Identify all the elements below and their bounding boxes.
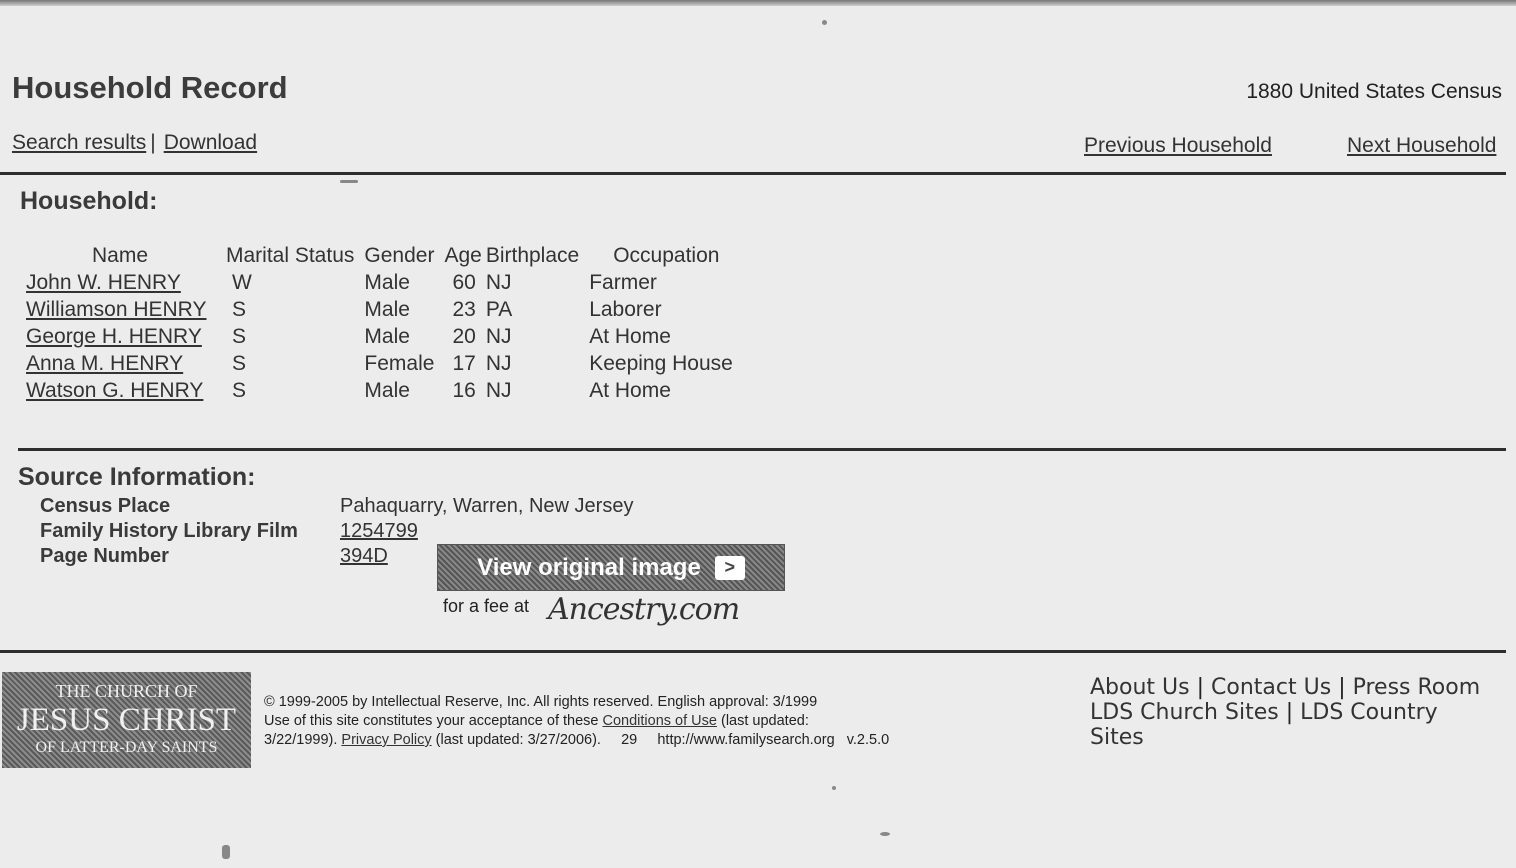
page-number-link[interactable]: 394D bbox=[340, 545, 388, 567]
member-age: 20 bbox=[452, 325, 476, 348]
record-nav bbox=[12, 131, 257, 155]
col-marital-status: Marital Status bbox=[226, 244, 355, 267]
film-label: Family History Library Film bbox=[40, 520, 298, 542]
press-room-link[interactable]: Press Room bbox=[1352, 675, 1481, 700]
table-row bbox=[22, 324, 739, 351]
household-heading: Household: bbox=[20, 187, 158, 215]
member-occupation: Keeping House bbox=[589, 352, 733, 375]
member-gender: Male bbox=[364, 379, 410, 402]
member-name-link[interactable]: Williamson HENRY bbox=[26, 298, 207, 321]
member-occupation: Farmer bbox=[589, 271, 657, 294]
member-birthplace: NJ bbox=[485, 379, 512, 402]
logo-line-3: OF LATTER-DAY SAINTS bbox=[35, 739, 218, 756]
census-place-label: Census Place bbox=[40, 495, 171, 517]
copyright-line-2b: (last updated: bbox=[716, 713, 809, 729]
view-original-image-label: View original image bbox=[477, 553, 701, 581]
ancestry-logo[interactable]: Ancestry.com bbox=[548, 592, 740, 627]
household-divider bbox=[18, 448, 1506, 451]
copyright-line-3b: (last updated: 3/27/2006). 29 http://www.familysearch.org v.2.5.0 bbox=[431, 732, 890, 748]
member-birthplace: PA bbox=[485, 298, 513, 321]
member-age: 23 bbox=[452, 298, 476, 321]
top-border bbox=[0, 0, 1516, 6]
next-household-link[interactable]: Next Household bbox=[1347, 134, 1497, 157]
member-gender: Female bbox=[364, 352, 435, 375]
member-name-link[interactable]: Watson G. HENRY bbox=[26, 379, 204, 402]
page-number-label: Page Number bbox=[40, 545, 169, 567]
fee-text: for a fee at bbox=[443, 596, 530, 616]
scan-speck bbox=[822, 20, 827, 25]
lds-church-sites-link[interactable]: LDS Church Sites bbox=[1090, 700, 1279, 725]
copyright-line-2a: Use of this site constitutes your acceptance of these bbox=[264, 713, 603, 729]
member-occupation: At Home bbox=[589, 379, 671, 402]
footer-sep: | bbox=[1196, 675, 1205, 700]
member-birthplace: NJ bbox=[485, 271, 512, 294]
copyright-line-1: © 1999-2005 by Intellectual Reserve, Inc. All rights reserved. English approval: 3/1999 bbox=[264, 694, 818, 710]
footer-sep: | bbox=[1338, 675, 1346, 700]
scan-speck bbox=[832, 786, 836, 790]
member-gender: Male bbox=[364, 271, 410, 294]
member-birthplace: NJ bbox=[485, 352, 512, 375]
nav-separator: | bbox=[150, 131, 156, 154]
col-birthplace: Birthplace bbox=[485, 244, 580, 267]
member-occupation: At Home bbox=[589, 325, 671, 348]
source-heading: Source Information: bbox=[18, 463, 256, 491]
privacy-policy-link[interactable]: Privacy Policy bbox=[341, 732, 432, 748]
search-results-link[interactable]: Search results bbox=[12, 131, 147, 154]
copyright-notice bbox=[264, 693, 1024, 750]
scan-speck bbox=[340, 180, 358, 183]
table-row bbox=[22, 270, 739, 297]
header-divider bbox=[0, 172, 1506, 175]
col-name: Name bbox=[92, 244, 149, 267]
film-number-link[interactable]: 1254799 bbox=[340, 520, 418, 542]
member-age: 60 bbox=[452, 271, 476, 294]
previous-household-link[interactable]: Previous Household bbox=[1084, 134, 1272, 157]
view-original-image-button[interactable] bbox=[437, 544, 785, 591]
col-gender: Gender bbox=[364, 244, 435, 267]
lds-country-sites-link[interactable]: LDS Country Sites bbox=[1090, 700, 1438, 750]
member-birthplace: NJ bbox=[485, 325, 512, 348]
member-marital: S bbox=[232, 352, 247, 375]
lds-church-logo[interactable] bbox=[2, 672, 251, 768]
copyright-line-3a: 3/22/1999). bbox=[264, 732, 342, 748]
household-table-header bbox=[22, 244, 739, 270]
scan-speck bbox=[880, 832, 890, 836]
member-occupation: Laborer bbox=[589, 298, 662, 321]
census-label: 1880 United States Census bbox=[1246, 80, 1502, 103]
next-household-link-wrap bbox=[1347, 134, 1496, 158]
member-age: 16 bbox=[452, 379, 476, 402]
household-table bbox=[22, 244, 739, 405]
member-name-link[interactable]: Anna M. HENRY bbox=[26, 352, 184, 375]
census-place-value: Pahaquarry, Warren, New Jersey bbox=[340, 495, 634, 517]
member-age: 17 bbox=[452, 352, 476, 375]
col-age: Age bbox=[444, 244, 482, 267]
conditions-of-use-link[interactable]: Conditions of Use bbox=[602, 713, 717, 729]
footer-sep: | bbox=[1285, 700, 1294, 725]
member-gender: Male bbox=[364, 298, 410, 321]
contact-us-link[interactable]: Contact Us bbox=[1211, 675, 1332, 700]
logo-line-2: JESUS CHRIST bbox=[16, 702, 237, 738]
table-row bbox=[22, 351, 739, 378]
scan-speck bbox=[222, 845, 230, 859]
member-marital: W bbox=[232, 271, 252, 294]
logo-line-1: THE CHURCH OF bbox=[55, 681, 198, 701]
member-name-link[interactable]: John W. HENRY bbox=[26, 271, 181, 294]
previous-household-link-wrap bbox=[1084, 134, 1272, 158]
about-us-link[interactable]: About Us bbox=[1090, 675, 1190, 700]
footer-divider bbox=[0, 650, 1506, 653]
col-occupation: Occupation bbox=[613, 244, 720, 267]
page-title: Household Record bbox=[12, 70, 288, 105]
member-marital: S bbox=[232, 325, 247, 348]
member-name-link[interactable]: George H. HENRY bbox=[26, 325, 202, 348]
arrow-right-icon: > bbox=[715, 556, 745, 580]
member-marital: S bbox=[232, 298, 247, 321]
footer-links bbox=[1090, 675, 1490, 750]
member-marital: S bbox=[232, 379, 247, 402]
table-row bbox=[22, 378, 739, 405]
member-gender: Male bbox=[364, 325, 410, 348]
table-row bbox=[22, 297, 739, 324]
download-link[interactable]: Download bbox=[163, 131, 258, 154]
